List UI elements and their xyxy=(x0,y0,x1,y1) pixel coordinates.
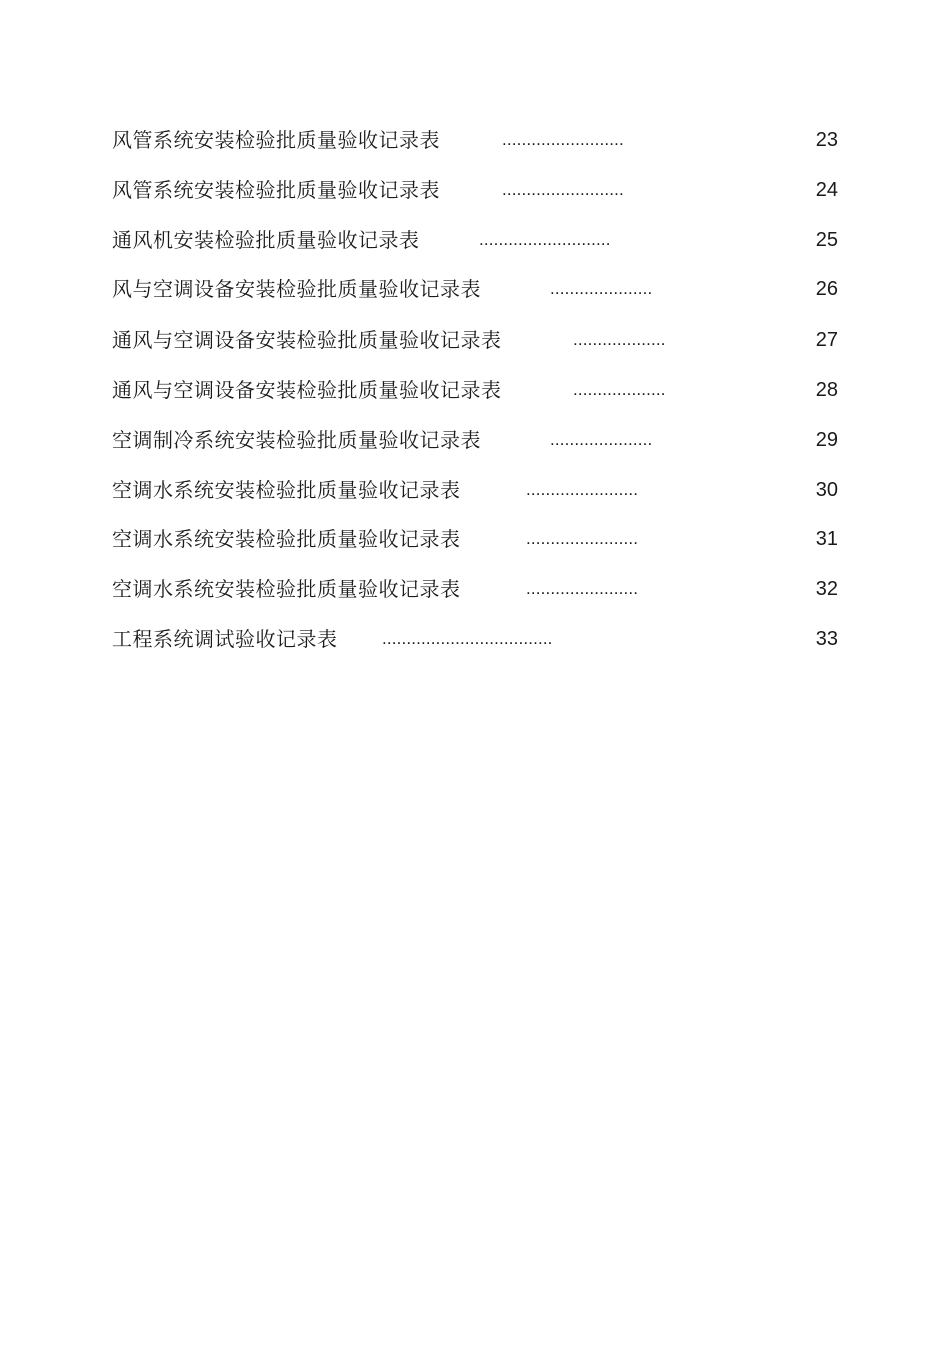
toc-entry-page: 30 xyxy=(815,479,838,501)
toc-entry-leader: ........................... xyxy=(479,230,611,249)
toc-entry-page: 24 xyxy=(815,179,838,201)
toc-entry-page: 33 xyxy=(815,628,838,650)
toc-entry-page: 25 xyxy=(815,229,838,251)
toc-entry-leader: ....................... xyxy=(526,529,639,548)
toc-entry-leader: ..................... xyxy=(550,279,653,298)
toc-entry-page: 32 xyxy=(815,578,838,600)
toc-entry-title: 风管系统安装检验批质量验收记录表 xyxy=(112,178,440,202)
toc-entry-leader: ................... xyxy=(573,330,666,349)
toc-entry-page: 29 xyxy=(815,429,838,451)
toc-entry-title: 风管系统安装检验批质量验收记录表 xyxy=(112,128,440,152)
toc-entry-title: 空调水系统安装检验批质量验收记录表 xyxy=(112,577,461,601)
toc-entry-title: 空调水系统安装检验批质量验收记录表 xyxy=(112,478,461,502)
toc-entry-page: 31 xyxy=(815,528,838,550)
toc-entry-leader: ......................... xyxy=(502,130,624,149)
toc-entry[interactable] xyxy=(112,524,838,554)
toc-entry[interactable] xyxy=(112,175,838,205)
toc-entry-page: 27 xyxy=(815,329,838,351)
toc-entry-title: 通风与空调设备安装检验批质量验收记录表 xyxy=(112,328,502,352)
toc-entry-leader: ....................... xyxy=(526,579,639,598)
toc-entry[interactable] xyxy=(112,225,838,255)
toc-entry[interactable] xyxy=(112,274,838,304)
toc-entry-title: 通风与空调设备安装检验批质量验收记录表 xyxy=(112,378,502,402)
toc-entry-leader: ....................... xyxy=(526,480,639,499)
toc-entry[interactable] xyxy=(112,574,838,604)
toc-entry-leader: ................... xyxy=(573,380,666,399)
toc-entry-title: 工程系统调试验收记录表 xyxy=(112,627,338,651)
toc-entry[interactable] xyxy=(112,375,838,405)
toc-entry-leader: ..................... xyxy=(550,430,653,449)
toc-entry-page: 23 xyxy=(815,129,838,151)
toc-entry-title: 空调水系统安装检验批质量验收记录表 xyxy=(112,527,461,551)
toc-entry[interactable] xyxy=(112,325,838,355)
toc-entry-leader: ................................... xyxy=(382,629,553,648)
toc-entry-leader: ......................... xyxy=(502,180,624,199)
toc-entry[interactable] xyxy=(112,125,838,155)
toc-entry-title: 通风机安装检验批质量验收记录表 xyxy=(112,228,420,252)
toc-entry-page: 28 xyxy=(815,379,838,401)
toc-entry-title: 风与空调设备安装检验批质量验收记录表 xyxy=(112,277,481,301)
toc-entry[interactable] xyxy=(112,475,838,505)
toc-entry-title: 空调制冷系统安装检验批质量验收记录表 xyxy=(112,428,481,452)
toc-entry[interactable] xyxy=(112,624,838,654)
toc-entry-page: 26 xyxy=(815,278,838,300)
toc-entry[interactable] xyxy=(112,425,838,455)
